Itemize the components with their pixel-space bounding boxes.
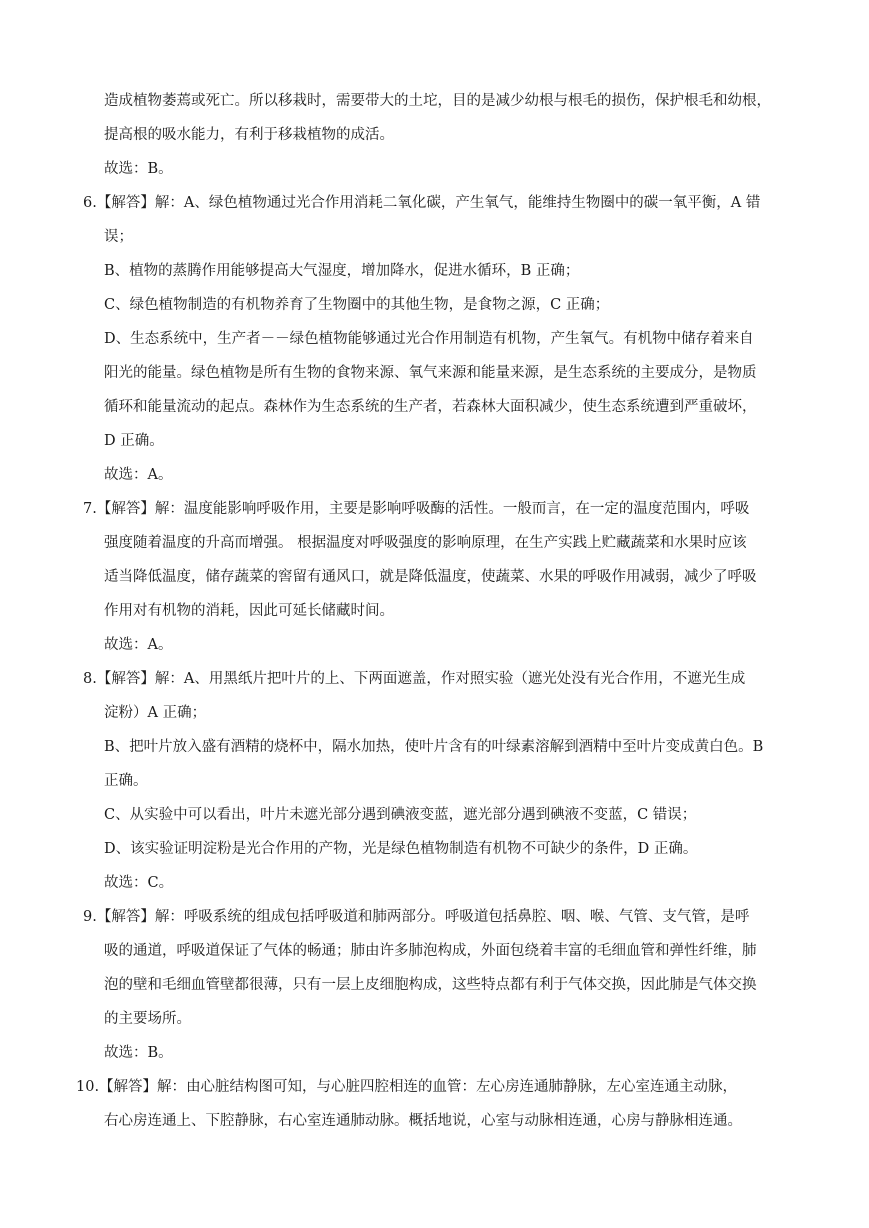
q10-line-2: 右心房连通上、下腔静脉，右心室连通肺动脉。概括地说，心室与动脉相连通，心房与静脉相连通。 [104,1113,742,1129]
q6-line-2: 误； [104,229,133,245]
q10-line-1: 由心脏结构图可知，与心脏四腔相连的血管：左心房连通肺静脉，左心室连通主动脉， [186,1079,738,1095]
intro-line-1: 造成植物萎蔫或死亡。所以移栽时，需要带大的土坨，目的是减少幼根与根毛的损伤，保护根毛和幼根， [104,93,771,109]
q10-label: 10.【解答】解： [76,1079,187,1095]
intro-answer: 故选：B。 [104,161,173,177]
intro-line-2: 提高根的吸水能力，有利于移栽植物的成活。 [104,127,394,143]
q8-answer: 故选：C。 [104,875,174,891]
q9-label: 9.【解答】解： [83,909,184,925]
q6-line-8: D 正确。 [104,433,164,449]
q6-line-4: C、绿色植物制造的有机物养育了生物圈中的其他生物，是食物之源，C 正确； [104,297,610,313]
q7-line-4: 作用对有机物的消耗，因此可延长储藏时间。 [104,603,394,619]
q7-first-line [83,499,749,519]
q9-line-1: 呼吸系统的组成包括呼吸道和肺两部分。呼吸道包括鼻腔、咽、喉、气管、支气管，是呼 [183,909,750,925]
q6-line-6: 阳光的能量。绿色植物是所有生物的食物来源、氧气来源和能量来源，是生态系统的主要成分，是物质 [104,365,757,381]
q8-line-6: D、该实验证明淀粉是光合作用的产物，光是绿色植物制造有机物不可缺少的条件，D 正确。 [104,841,698,857]
q8-first-line [83,669,745,689]
q6-first-line [83,193,760,213]
q10-first-line [76,1077,737,1097]
q9-answer: 故选：B。 [104,1045,173,1061]
q6-line-1: A、绿色植物通过光合作用消耗二氧化碳，产生氧气，能维持生物圈中的碳一氧平衡，A 错 [183,195,761,211]
q9-line-4: 的主要场所。 [104,1011,191,1027]
q6-label: 6.【解答】解： [83,195,184,211]
q8-line-5: C、从实验中可以看出，叶片未遮光部分遇到碘液变蓝，遮光部分遇到碘液不变蓝，C 错误； [104,807,697,823]
q9-line-3: 泡的壁和毛细血管壁都很薄，只有一层上皮细胞构成，这些特点都有利于气体交换，因此肺是气体交换 [104,977,757,993]
q8-line-4: 正确。 [104,773,148,789]
q9-line-2: 吸的通道，呼吸道保证了气体的畅通；肺由许多肺泡构成，外面包绕着丰富的毛细血管和弹性纤维，肺 [104,943,757,959]
q7-line-2: 强度随着温度的升高而增强。 根据温度对呼吸强度的影响原理，在生产实践上贮藏蔬菜和水果时应该 [104,535,747,551]
q6-line-7: 循环和能量流动的起点。森林作为生态系统的生产者，若森林大面积减少，使生态系统遭到严重破坏， [104,399,757,415]
q6-line-5: D、生态系统中，生产者－－绿色植物能够通过光合作用制造有机物，产生氧气。有机物中储存着来自 [104,331,754,347]
q6-answer: 故选：A。 [104,467,173,483]
q8-line-3: B、把叶片放入盛有酒精的烧杯中，隔水加热，使叶片含有的叶绿素溶解到酒精中至叶片变成黄白色。B [104,739,764,755]
q7-line-3: 适当降低温度，储存蔬菜的窖留有通风口，就是降低温度，使蔬菜、水果的呼吸作用减弱，减少了呼吸 [104,569,757,585]
q9-first-line [83,907,749,927]
q8-line-1: A、用黑纸片把叶片的上、下两面遮盖，作对照实验（遮光处没有光合作用，不遮光生成 [183,671,746,687]
q6-line-3: B、植物的蒸腾作用能够提高大气湿度，增加降水，促进水循环，B 正确； [104,263,580,279]
q7-line-1: 温度能影响呼吸作用，主要是影响呼吸酶的活性。一般而言，在一定的温度范围内，呼吸 [183,501,750,517]
q8-line-2: 淀粉）A 正确； [104,705,207,721]
q8-label: 8.【解答】解： [83,671,184,687]
q7-answer: 故选：A。 [104,637,173,653]
q7-label: 7.【解答】解： [83,501,184,517]
